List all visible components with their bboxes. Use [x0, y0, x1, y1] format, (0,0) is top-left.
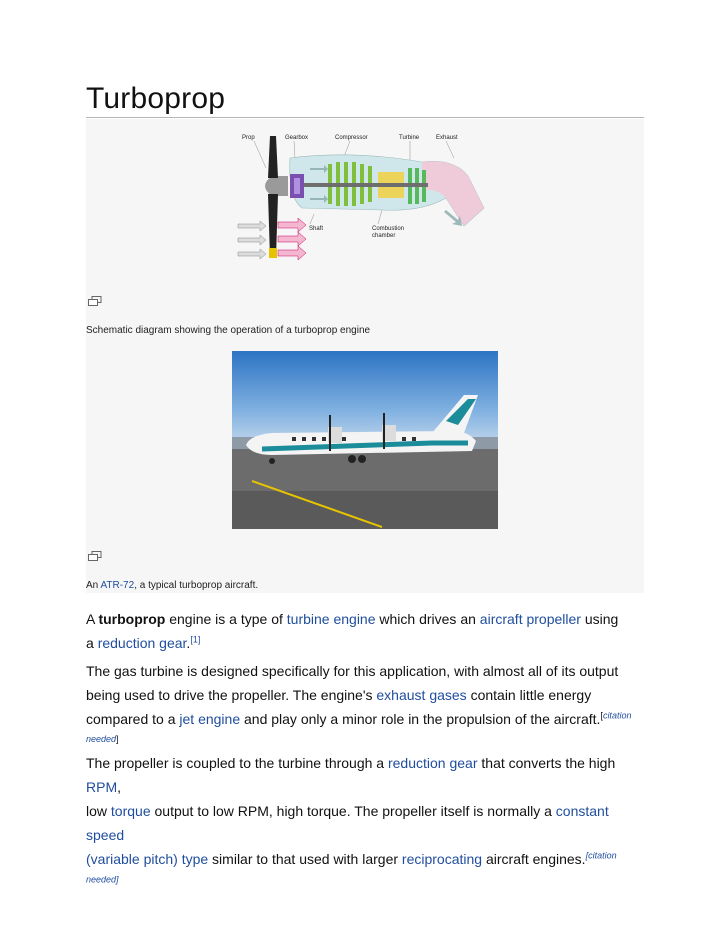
- text: compared to a: [86, 711, 180, 727]
- bracket: ]: [116, 734, 119, 744]
- text: being used to drive the propeller. The engine's: [86, 687, 377, 703]
- paragraph-propeller: [86, 751, 646, 895]
- text: The gas turbine is designed specifically for this application, with almost all of its output: [86, 663, 619, 679]
- text: The propeller is coupled to the turbine through a: [86, 755, 388, 771]
- text: which drives an: [375, 611, 480, 627]
- exhaust-gases-link[interactable]: exhaust gases: [376, 687, 467, 703]
- text: engine is a type of: [165, 611, 287, 627]
- text: aircraft engines.: [482, 851, 586, 867]
- text: using: [580, 611, 619, 627]
- jet-engine-link[interactable]: jet engine: [179, 711, 241, 727]
- turbine-engine-link[interactable]: turbine engine: [286, 611, 376, 627]
- atr72-photo[interactable]: [232, 351, 498, 529]
- atr72-link[interactable]: ATR-72: [100, 580, 135, 591]
- text: contain little energy: [466, 687, 592, 703]
- label-combustion: Combustion: [372, 226, 405, 232]
- caption-text: An: [86, 580, 101, 591]
- paragraph-gas-turbine: [86, 659, 646, 755]
- text: .: [186, 635, 191, 651]
- constant-speed-link[interactable]: constant speed: [86, 803, 609, 843]
- label-turbine: Turbine: [399, 135, 420, 141]
- label-exhaust: Exhaust: [436, 135, 458, 141]
- text: ,: [117, 779, 122, 795]
- label-shaft: Shaft: [309, 226, 324, 232]
- turboprop-schematic[interactable]: [232, 128, 494, 268]
- aircraft-propeller-link[interactable]: aircraft propeller: [479, 611, 581, 627]
- text: low: [86, 803, 111, 819]
- caption-text: , a typical turboprop aircraft.: [134, 580, 259, 591]
- enlarge-icon[interactable]: [88, 296, 102, 306]
- page-title: Turboprop: [86, 82, 226, 115]
- label-compressor: Compressor: [335, 135, 368, 141]
- rpm-link[interactable]: RPM: [86, 779, 118, 795]
- label-prop: Prop: [242, 135, 255, 141]
- title-underline: [86, 117, 644, 118]
- label-gearbox: Gearbox: [285, 135, 309, 141]
- paragraph-intro: [86, 607, 646, 655]
- text: a: [86, 635, 98, 651]
- citation-needed-link[interactable]: citation: [602, 710, 632, 721]
- reduction-gear-link-2[interactable]: reduction gear: [387, 755, 478, 771]
- citation-needed-link-3[interactable]: [citation needed]: [86, 850, 617, 885]
- text: output to low RPM, high torque. The propeller itself is normally a: [150, 803, 556, 819]
- figure-caption-schematic: Schematic diagram showing the operation of a turboprop engine: [86, 325, 371, 336]
- bold-term: turboprop: [98, 611, 166, 627]
- reduction-gear-link[interactable]: reduction gear: [97, 635, 187, 651]
- text: and play only a minor role in the propulsion of the aircraft.: [240, 711, 601, 727]
- enlarge-icon[interactable]: [88, 551, 102, 561]
- variable-pitch-link[interactable]: (variable pitch) type: [86, 851, 209, 867]
- reference-1-link[interactable]: [1]: [190, 634, 201, 645]
- figure-caption-aircraft: [86, 580, 258, 591]
- citation-needed: [600, 710, 631, 720]
- torque-link[interactable]: torque: [110, 803, 151, 819]
- text: similar to that used with larger: [208, 851, 402, 867]
- text: that converts the high: [477, 755, 616, 771]
- text: A: [86, 611, 99, 627]
- bracket: [: [600, 710, 603, 721]
- citation-needed-link-2[interactable]: needed: [86, 734, 117, 744]
- reciprocating-link[interactable]: reciprocating: [401, 851, 483, 867]
- label-chamber: chamber: [372, 233, 396, 239]
